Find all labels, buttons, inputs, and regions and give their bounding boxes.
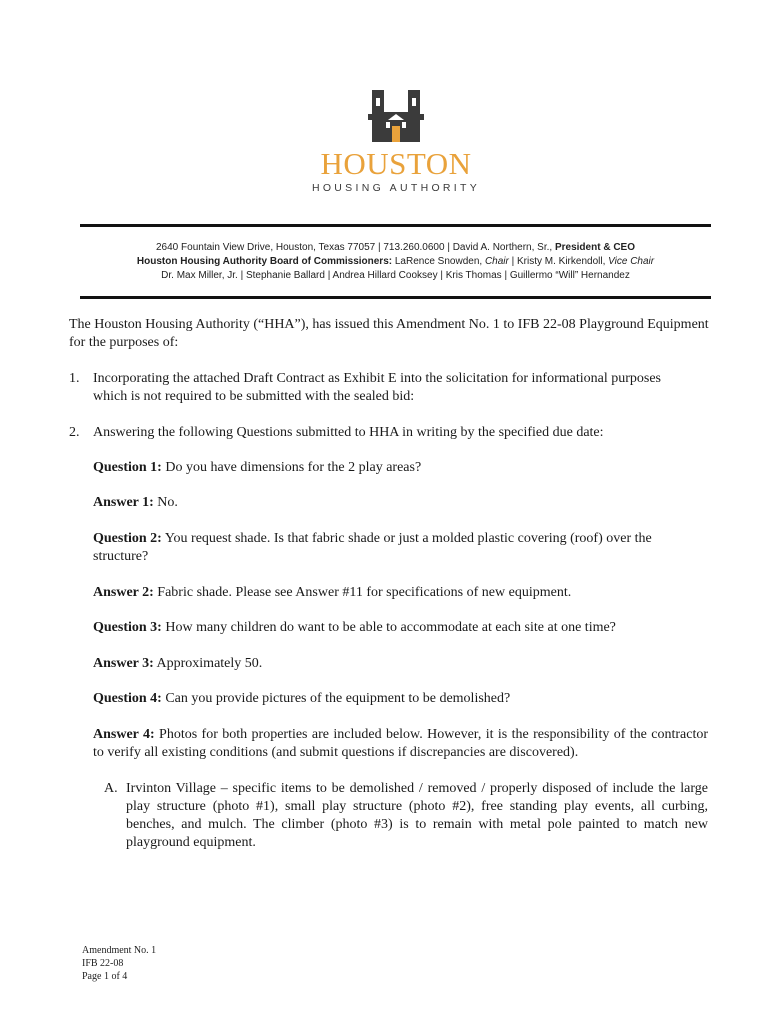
footer-ifb-number: IFB 22-08 bbox=[82, 958, 124, 969]
list-number-2: 2. bbox=[69, 425, 80, 440]
logo-subtitle: HOUSING AUTHORITY bbox=[311, 182, 481, 194]
chair-title: Chair bbox=[484, 256, 509, 267]
vice-chair-name: | Kristy M. Kirkendoll, bbox=[508, 256, 609, 267]
answer-4-label: Answer 4: bbox=[93, 727, 155, 742]
footer-page-number: Page 1 of 4 bbox=[82, 971, 128, 982]
question-1-label: Question 1: bbox=[93, 460, 162, 475]
answer-2-label: Answer 2: bbox=[93, 585, 154, 600]
page-footer bbox=[82, 944, 156, 983]
address-text: 2640 Fountain View Drive, Houston, Texas 77057 | 713.260.0600 | David A. Northern, Sr., bbox=[156, 242, 555, 253]
vice-chair-title: Vice Chair bbox=[608, 256, 655, 267]
question-3 bbox=[93, 619, 708, 637]
letterhead-address-line bbox=[80, 241, 711, 255]
answer-2-text: Fabric shade. Please see Answer #11 for specifications of new equipment. bbox=[153, 585, 572, 600]
question-2 bbox=[93, 530, 708, 566]
chair-name: LaRence Snowden, bbox=[392, 256, 485, 267]
question-4 bbox=[93, 690, 708, 708]
intro-paragraph: The Houston Housing Authority (“HHA”), has issued this Amendment No. 1 to IFB 22-08 Playground Equipment for the purposes of: bbox=[69, 317, 709, 350]
board-label: Houston Housing Authority Board of Commissioners: bbox=[136, 256, 393, 267]
list-number-1: 1. bbox=[69, 371, 80, 386]
hha-logo bbox=[305, 66, 487, 216]
sublist-letter-a: A. bbox=[104, 781, 118, 796]
list-item-1-line2: which is not required to be submitted with the sealed bid: bbox=[93, 389, 415, 404]
list-item-2-line1: Answering the following Questions submitted to HHA in writing by the specified due date: bbox=[93, 425, 604, 440]
question-2-text: You request shade. Is that fabric shade or just a molded plastic covering (roof) over the structure? bbox=[93, 531, 652, 564]
sublist-item-a-text: Irvinton Village – specific items to be demolished / removed / properly disposed of include the large play structure (photo #1), small play structure (photo #2), free standing play events, all curbing, benches, and mulch. The climber (photo #3) is to remain with metal pole painted to match new playground equipment. bbox=[126, 781, 708, 850]
letterhead bbox=[80, 241, 711, 283]
footer-amendment: Amendment No. 1 bbox=[82, 945, 157, 956]
ceo-title: President & CEO bbox=[554, 242, 635, 253]
question-4-label: Question 4: bbox=[93, 691, 162, 706]
answer-3-label: Answer 3: bbox=[93, 656, 154, 671]
letterhead-rule-top bbox=[80, 224, 711, 227]
list-item-1-line1: Incorporating the attached Draft Contract as Exhibit E into the solicitation for informational purposes bbox=[93, 371, 662, 386]
letterhead-members-line: Dr. Max Miller, Jr. | Stephanie Ballard | Andrea Hillard Cooksey | Kris Thomas | Guillermo “Will” Hernandez bbox=[161, 270, 630, 281]
letterhead-rule-bottom bbox=[80, 296, 711, 299]
question-3-text: How many children do want to be able to accommodate at each site at one time? bbox=[161, 620, 616, 635]
question-1 bbox=[93, 459, 708, 477]
answer-1-label: Answer 1: bbox=[93, 495, 154, 510]
answer-4 bbox=[93, 726, 708, 762]
question-1-text: Do you have dimensions for the 2 play areas? bbox=[161, 460, 422, 475]
answer-3 bbox=[93, 655, 708, 673]
answer-2 bbox=[93, 584, 708, 602]
logo-name: HOUSTON bbox=[320, 146, 472, 181]
answer-1 bbox=[93, 494, 708, 512]
question-3-label: Question 3: bbox=[93, 620, 162, 635]
question-2-label: Question 2: bbox=[93, 531, 162, 546]
letterhead-board-line bbox=[80, 255, 711, 269]
answer-3-text: Approximately 50. bbox=[153, 656, 263, 671]
question-4-text: Can you provide pictures of the equipment to be demolished? bbox=[161, 691, 511, 706]
hha-building-mark-icon bbox=[368, 90, 424, 142]
answer-4-text: Photos for both properties are included below. However, it is the responsibility of the contractor to verify all existing conditions (and submit questions if discrepancies are discovered). bbox=[93, 727, 708, 760]
answer-1-text: No. bbox=[153, 495, 178, 510]
